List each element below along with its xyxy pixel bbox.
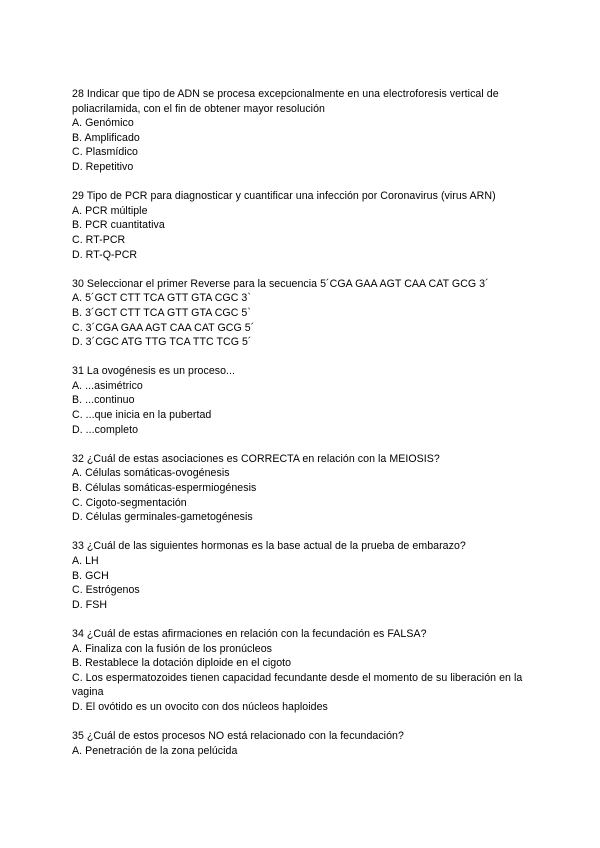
answer-option: C. RT-PCR — [72, 233, 126, 246]
answer-option: C. Estrógenos — [72, 584, 140, 597]
answer-option: A. Células somáticas-ovogénesis — [72, 467, 230, 480]
question-text — [72, 277, 532, 292]
question-text — [72, 729, 532, 744]
answer-option: D. FSH — [72, 598, 108, 611]
question-number: 29 — [72, 190, 84, 203]
question-35 — [72, 729, 532, 758]
question-text — [72, 364, 532, 379]
question-28 — [72, 87, 532, 175]
answer-option: C. Cigoto-segmentación — [72, 496, 187, 509]
question-number: 33 — [72, 540, 84, 553]
question-text — [72, 189, 532, 204]
question-statement: Seleccionar el primer Reverse para la secuencia 5´CGA GAA AGT CAA CAT GCG 3´ — [86, 277, 489, 290]
question-statement: ¿Cuál de estas asociaciones es CORRECTA en relación con la MEIOSIS? — [86, 452, 440, 465]
answer-option: C. Plasmídico — [72, 146, 138, 159]
question-number: 30 — [72, 277, 84, 290]
question-29 — [72, 189, 532, 262]
question-number: 31 — [72, 365, 84, 378]
question-33 — [72, 539, 532, 612]
question-number: 34 — [72, 627, 84, 640]
question-statement: Indicar que tipo de ADN se procesa excepcionalmente en una electroforesis vertical de poliacrilamida, con el fin de obtener mayor resolución — [72, 88, 499, 115]
question-text — [72, 627, 532, 642]
answer-option: C. ...que inicia en la pubertad — [72, 409, 212, 422]
answer-option: B. Amplificado — [72, 131, 140, 144]
answer-option: D. 3´CGC ATG TTG TCA TTC TCG 5´ — [72, 336, 252, 349]
answer-option: B. Restablece la dotación diploide en el cigoto — [72, 657, 292, 670]
question-30 — [72, 277, 532, 350]
question-statement: ¿Cuál de estas afirmaciones en relación con la fecundación es FALSA? — [86, 627, 427, 640]
answer-option: D. RT-Q-PCR — [72, 248, 138, 261]
question-number: 32 — [72, 452, 84, 465]
answer-option: A. ...asimétrico — [72, 379, 143, 392]
answer-option: B. ...continuo — [72, 394, 135, 407]
answer-option: C. Los espermatozoides tienen capacidad fecundante desde el momento de su liberación en la — [72, 671, 523, 684]
answer-option: C. 3´CGA GAA AGT CAA CAT GCG 5´ — [72, 321, 255, 334]
answer-option: A. LH — [72, 555, 99, 567]
answer-option: D. El ovótido es un ovocito con dos núcleos haploides — [72, 700, 328, 713]
question-31 — [72, 364, 532, 437]
question-text — [72, 87, 532, 116]
question-32 — [72, 452, 532, 525]
question-text — [72, 539, 532, 554]
answer-option: vagina — [72, 686, 104, 699]
question-34 — [72, 627, 532, 715]
answer-option: D. Repetitivo — [72, 160, 134, 173]
answer-option: B. 3´GCT CTT TCA GTT GTA CGC 5` — [72, 306, 251, 319]
question-statement: ¿Cuál de las siguientes hormonas es la base actual de la prueba de embarazo? — [86, 540, 466, 553]
answer-option: A. Genómico — [72, 117, 134, 130]
question-text — [72, 452, 532, 467]
question-statement: ¿Cuál de estos procesos NO está relacionado con la fecundación? — [86, 730, 404, 743]
question-list — [72, 87, 532, 773]
question-number: 28 — [72, 88, 84, 100]
answer-option: A. 5´GCT CTT TCA GTT GTA CGC 3` — [72, 292, 251, 305]
answer-option: A. Finaliza con la fusión de los pronúcleos — [72, 642, 273, 655]
question-statement: La ovogénesis es un proceso... — [86, 365, 236, 378]
answer-option: D. ...completo — [72, 423, 139, 436]
answer-option: D. Células germinales-gametogénesis — [72, 511, 253, 524]
answer-option: A. PCR múltiple — [72, 204, 148, 217]
answer-option: A. Penetración de la zona pelúcida — [72, 744, 238, 757]
answer-option: B. GCH — [72, 569, 109, 582]
answer-option: B. PCR cuantitativa — [72, 219, 165, 232]
question-statement: Tipo de PCR para diagnosticar y cuantificar una infección por Coronavirus (virus ARN) — [86, 190, 496, 203]
question-number: 35 — [72, 730, 84, 743]
answer-option: B. Células somáticas-espermiogénesis — [72, 482, 257, 495]
